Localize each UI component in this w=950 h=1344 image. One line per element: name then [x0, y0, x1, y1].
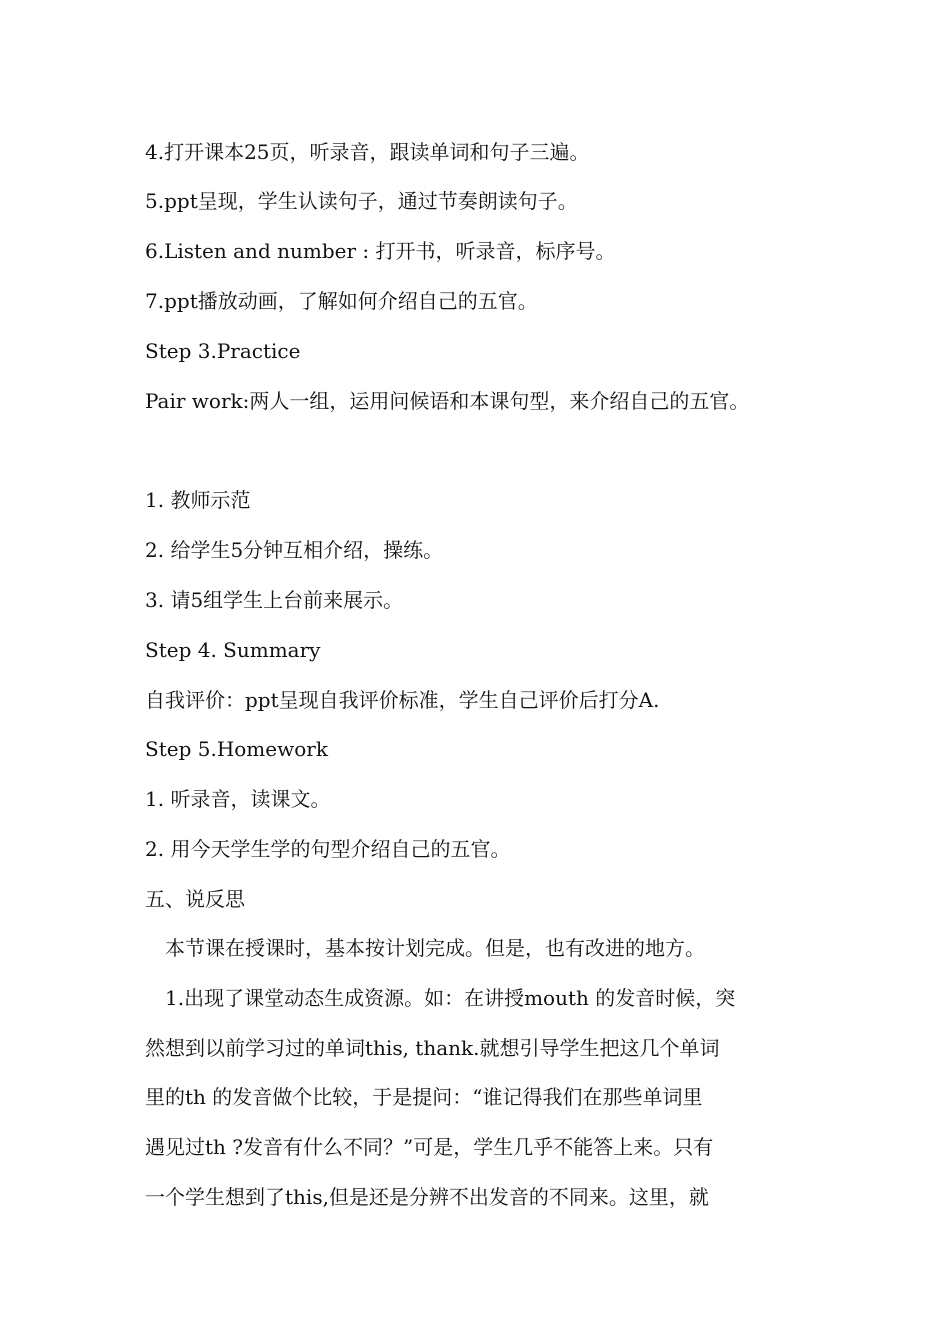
practice-item-1: 1. 教师示范	[145, 488, 251, 512]
text-line-step-4: 4.打开课本25页，听录音，跟读单词和句子三遍。	[145, 140, 590, 164]
section-heading-practice: Step 3.Practice	[145, 339, 301, 363]
text-line-step-6: 6.Listen and number : 打开书，听录音，标序号。	[145, 239, 616, 263]
section-heading-summary: Step 4. Summary	[145, 638, 321, 662]
text-line-step-7: 7.ppt播放动画，了解如何介绍自己的五官。	[145, 289, 538, 313]
section-heading-homework: Step 5.Homework	[145, 737, 328, 761]
reflection-paragraph-line-2: 然想到以前学习过的单词this, thank.就想引导学生把这几个单词	[145, 1036, 720, 1060]
reflection-paragraph-intro: 本节课在授课时，基本按计划完成。但是，也有改进的地方。	[165, 936, 705, 960]
practice-item-2: 2. 给学生5分钟互相介绍，操练。	[145, 538, 444, 562]
homework-item-2: 2. 用今天学生学的句型介绍自己的五官。	[145, 837, 511, 861]
reflection-paragraph-line-4: 遇见过th ?发音有什么不同？”可是，学生几乎不能答上来。只有	[145, 1135, 714, 1159]
section-heading-reflection: 五、说反思	[145, 887, 245, 911]
homework-item-1: 1. 听录音，读课文。	[145, 787, 331, 811]
reflection-paragraph-line-5: 一个学生想到了this,但是还是分辨不出发音的不同来。这里，就	[145, 1185, 709, 1209]
text-line-step-5: 5.ppt呈现，学生认读句子，通过节奏朗读句子。	[145, 189, 578, 213]
reflection-paragraph-line-3: 里的th 的发音做个比较，于是提问：“谁记得我们在那些单词里	[145, 1085, 703, 1109]
practice-item-3: 3. 请5组学生上台前来展示。	[145, 588, 404, 612]
text-line-self-evaluation: 自我评价：ppt呈现自我评价标准，学生自己评价后打分A.	[145, 688, 660, 712]
reflection-paragraph-line-1: 1.出现了课堂动态生成资源。如：在讲授mouth 的发音时候，突	[165, 986, 736, 1010]
text-line-pair-work: Pair work:两人一组，运用问候语和本课句型，来介绍自己的五官。	[145, 389, 750, 413]
